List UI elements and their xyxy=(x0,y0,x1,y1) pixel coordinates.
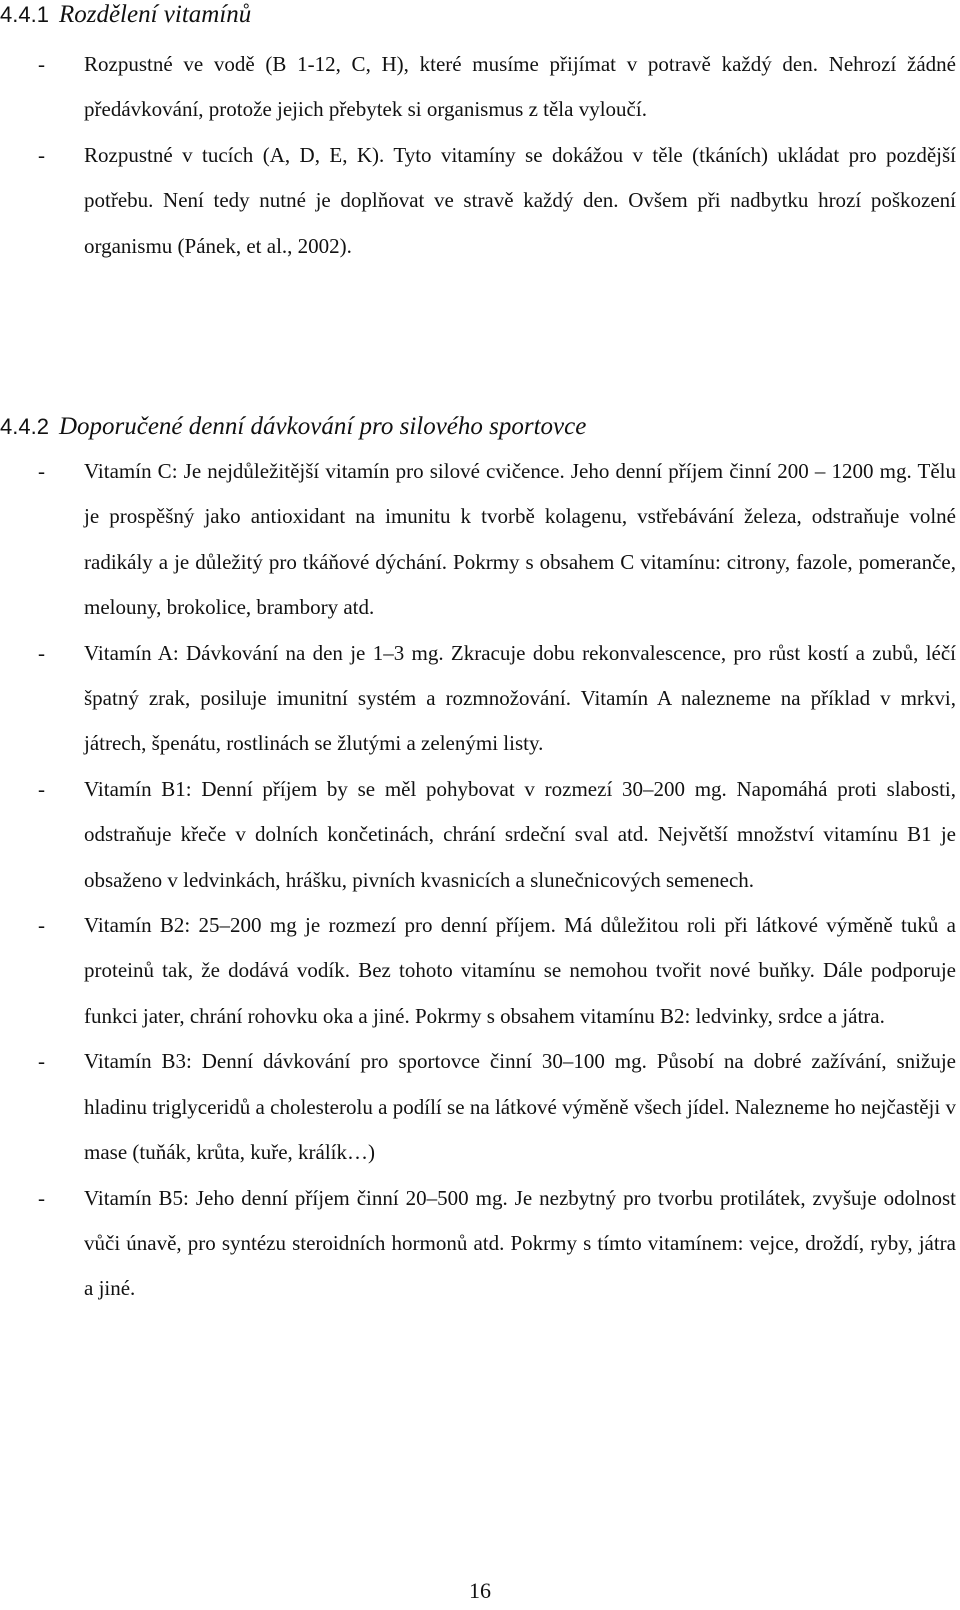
list-item-text: Vitamín C: Je nejdůležitější vitamín pro silové cvičence. Jeho denní příjem činní 200 – 1200 mg. Tělu je prospěšný jako antioxidant na imunitu k tvorbě kolagenu, vstřebávání železa, odstraňuje volné radikály a je důležitý pro tkáňové dýchání. Pokrmy s obsahem C vitamínu: citrony, fazole, pomeranče, melouny, brokolice, brambory atd. xyxy=(84,459,956,620)
section-number: 4.4.2 xyxy=(0,414,49,439)
vitamin-dosage-list xyxy=(0,449,960,1312)
list-item-text: Rozpustné ve vodě (B 1-12, C, H), které musíme přijímat v potravě každý den. Nehrozí žádné předávkování, protože jejich přebytek si organismus z těla vyloučí. xyxy=(84,52,956,122)
list-dash: - xyxy=(38,52,45,76)
list-dash: - xyxy=(38,1185,45,1210)
list-item-text: Vitamín B1: Denní příjem by se měl pohybovat v rozmezí 30–200 mg. Napomáhá proti slabosti, odstraňuje křeče v dolních končetinách, chrání srdeční sval atd. Největší množství vitamínu B1 je obsaženo v ledvinkách, hrášku, pivních kvasnicích a slunečnicových semenech. xyxy=(84,776,956,892)
list-dash: - xyxy=(38,640,45,665)
list-item xyxy=(0,903,960,1039)
list-dash: - xyxy=(38,459,45,483)
list-dash: - xyxy=(38,1049,45,1074)
section-number: 4.4.1 xyxy=(0,2,49,27)
page-number: 16 xyxy=(469,1578,491,1603)
list-item xyxy=(0,133,960,269)
list-item-text: Rozpustné v tucích (A, D, E, K). Tyto vitamíny se dokážou v těle (tkáních) ukládat pro pozdější potřebu. Není tedy nutné je doplňovat ve stravě každý den. Ovšem při nadbytku hrozí poškození organismu (Pánek, et al., 2002). xyxy=(84,142,956,258)
vitamin-types-list xyxy=(0,42,960,269)
section-heading-4-4-1 xyxy=(0,0,251,30)
list-item-text: Vitamín B3: Denní dávkování pro sportovce činní 30–100 mg. Působí na dobré zažívání, snižuje hladinu triglyceridů a cholesterolu a podílí se na látkové výměně všech jídel. Nalezneme ho nejčastěji v mase (tuňák, krůta, kuře, králík…) xyxy=(84,1049,956,1165)
section-heading-4-4-2 xyxy=(0,412,586,442)
section-title: Doporučené denní dávkování pro silového sportovce xyxy=(58,413,587,440)
list-item xyxy=(0,767,960,903)
list-item-text: Vitamín A: Dávkování na den je 1–3 mg. Zkracuje dobu rekonvalescence, pro růst kostí a zubů, léčí špatný zrak, posiluje imunitní systém a rozmnožování. Vitamín A nalezneme na příklad v mrkvi, játrech, špenátu, rostlinách se žlutými a zelenými listy. xyxy=(84,640,956,756)
list-item xyxy=(0,1039,960,1175)
section-title: Rozdělení vitamínů xyxy=(58,1,252,28)
list-dash: - xyxy=(38,776,45,801)
list-item-text: Vitamín B2: 25–200 mg je rozmezí pro denní příjem. Má důležitou roli při látkové výměně tuků a proteinů tak, že dodává vodík. Bez tohoto vitamínu se nemohou tvořit nové buňky. Dále podporuje funkci jater, chrání rohovku oka a jiné. Pokrmy s obsahem vitamínu B2: ledvinky, srdce a játra. xyxy=(84,913,956,1028)
list-item-text: Vitamín B5: Jeho denní příjem činní 20–500 mg. Je nezbytný pro tvorbu protilátek, zvyšuje odolnost vůči únavě, pro syntézu steroidních hormonů atd. Pokrmy s tímto vitamínem: vejce, droždí, ryby, játra a jiné. xyxy=(84,1185,956,1301)
list-item xyxy=(0,631,960,767)
list-item xyxy=(0,42,960,133)
list-item xyxy=(0,1176,960,1312)
list-item xyxy=(0,449,960,631)
list-dash: - xyxy=(38,142,45,167)
list-dash: - xyxy=(38,913,45,938)
